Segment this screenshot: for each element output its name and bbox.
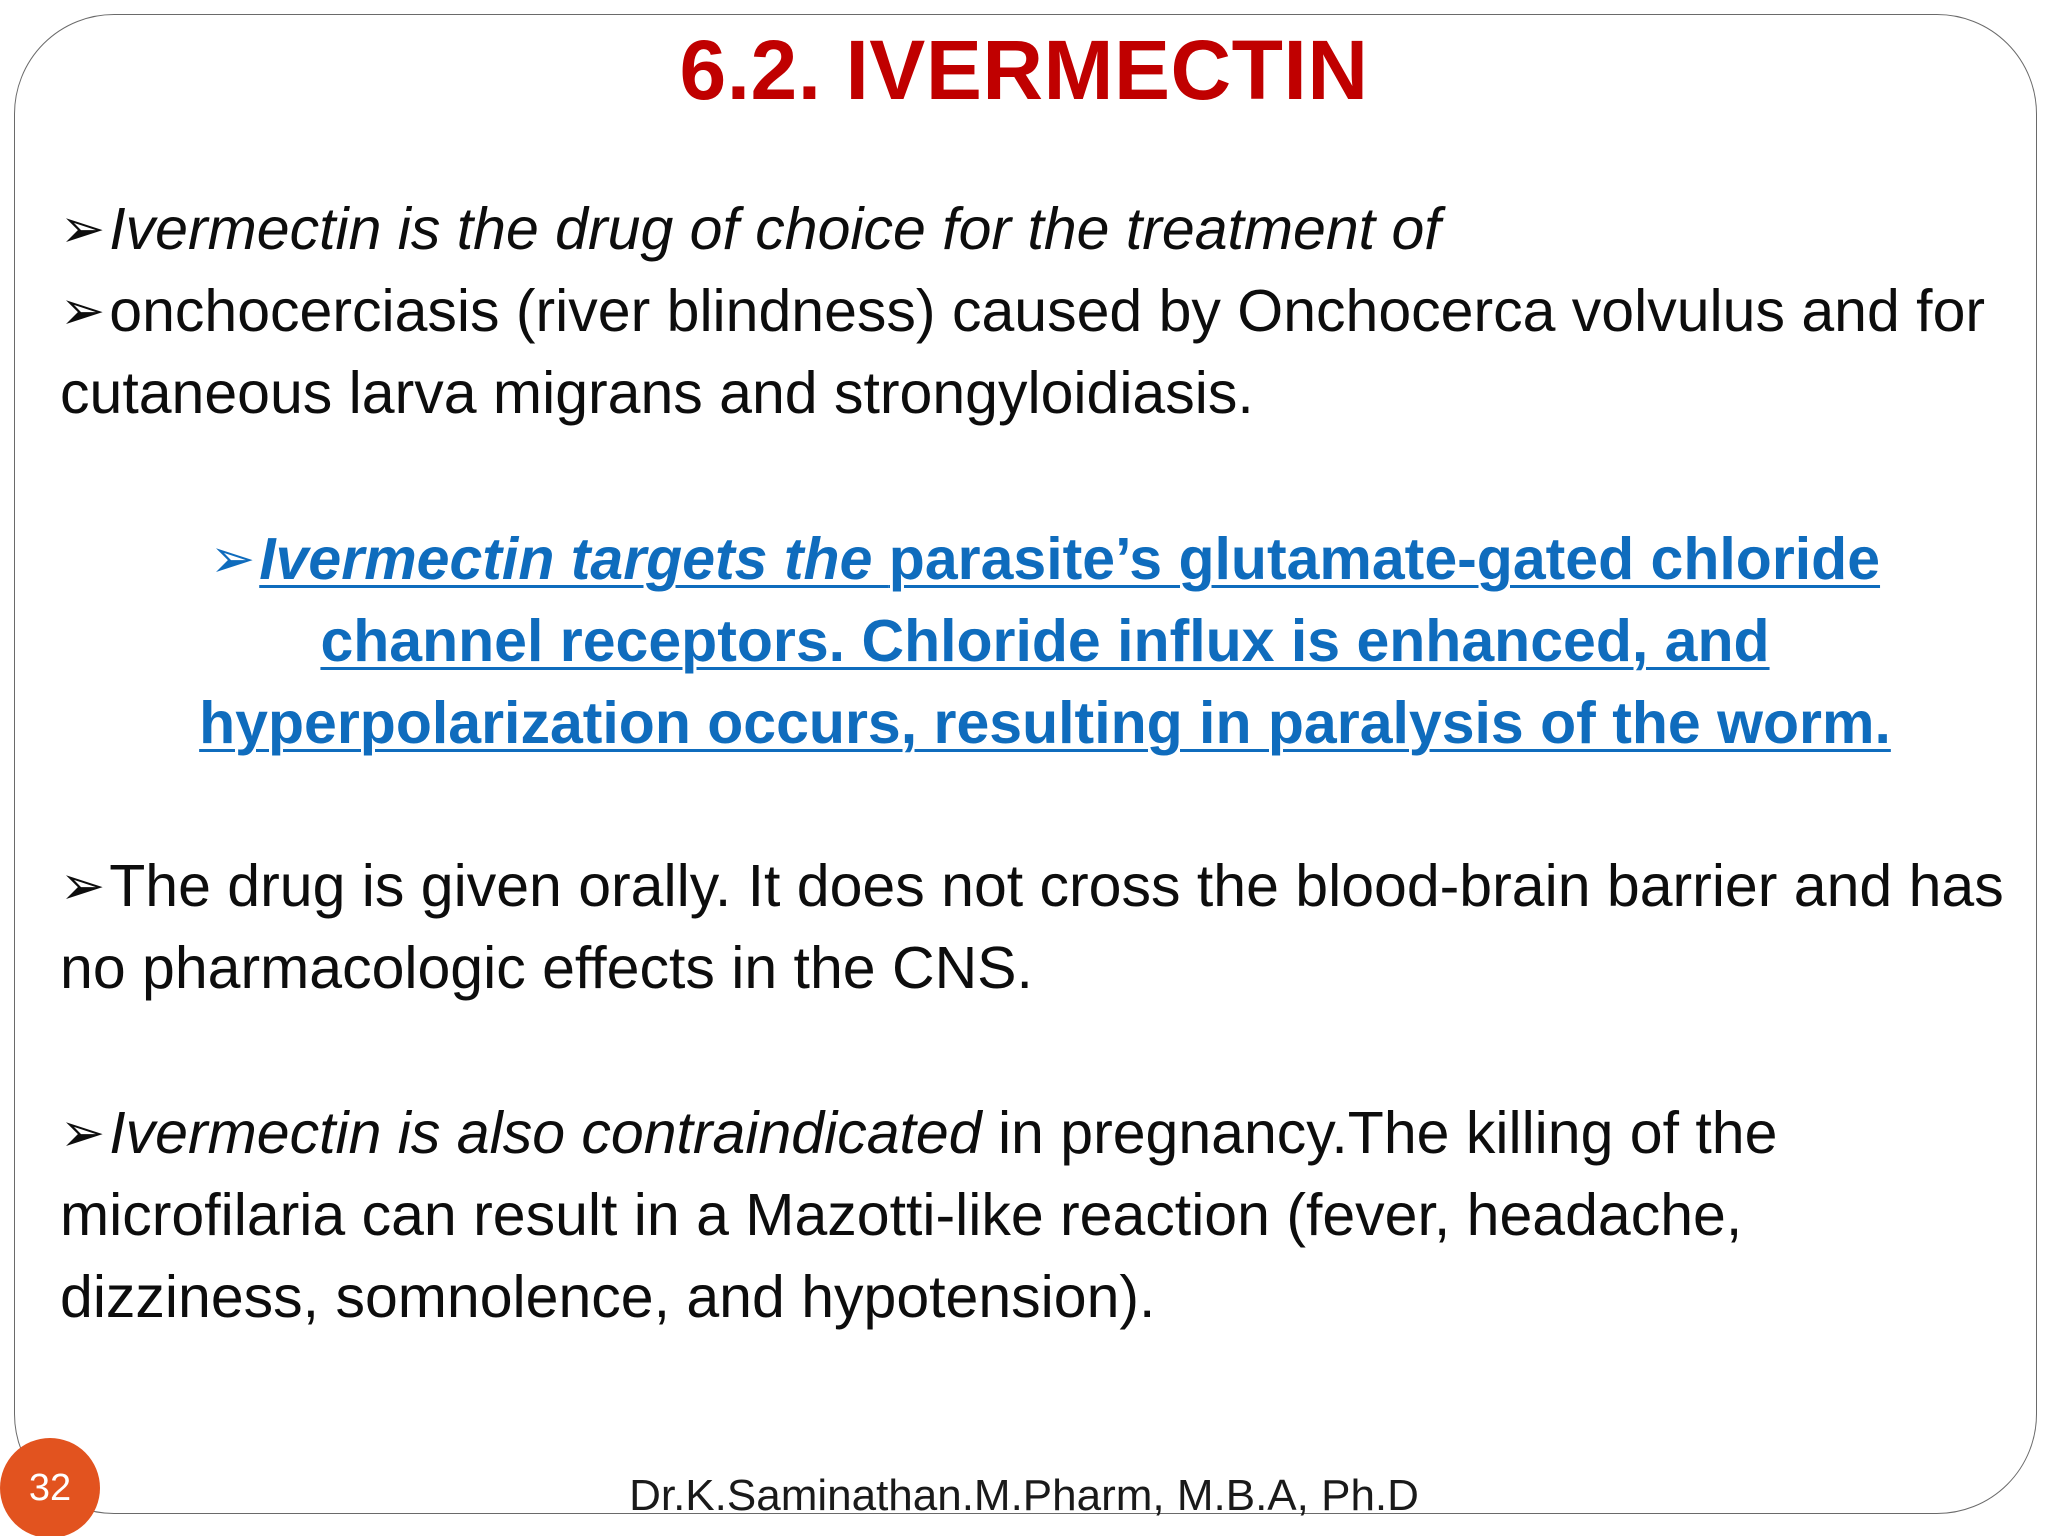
highlight-line-2-text: channel receptors. Chloride influx is enhanced, and: [320, 608, 1770, 674]
bullet-point-1: [60, 188, 2010, 270]
highlight-line-1: [120, 518, 1970, 600]
bullet-arrow-icon: ➢: [60, 281, 106, 341]
bullet-4-text: in pregnancy.The killing of the microfilaria can result in a Mazotti-like reaction (fever, headache, dizziness, somnolence, and hypotension).: [60, 1100, 1778, 1330]
bullet-2-text: onchocerciasis (river blindness) caused by Onchocerca volvulus and for cutaneous larva migrans and strongyloidiasis.: [60, 278, 1986, 426]
highlight-line-2: [120, 600, 1970, 682]
bullet-arrow-icon: ➢: [209, 529, 256, 589]
bullet-point-2: [60, 270, 2010, 434]
bullet-point-4: [60, 1092, 2010, 1338]
slide-title: 6.2. IVERMECTIN: [679, 23, 1369, 117]
author-footer: Dr.K.Saminathan.M.Pharm, M.B.A, Ph.D: [629, 1471, 1419, 1520]
bullet-point-3: [60, 845, 2010, 1009]
page-number-badge: 32: [0, 1438, 100, 1536]
bullet-4-italic: Ivermectin is also contraindicated: [109, 1100, 982, 1166]
highlight-italic-lead: Ivermectin targets the: [259, 526, 889, 592]
bullet-arrow-icon: ➢: [60, 1103, 106, 1163]
highlight-line-3-text: hyperpolarization occurs, resulting in paralysis of the worm.: [199, 690, 1891, 756]
highlight-line-1-rest: parasite’s glutamate-gated chloride: [888, 526, 1881, 592]
bullet-3-text: The drug is given orally. It does not cross the blood-brain barrier and has no pharmacologic effects in the CNS.: [60, 853, 2004, 1001]
highlight-line-3: [120, 682, 1970, 764]
bullet-arrow-icon: ➢: [60, 199, 106, 259]
bullet-arrow-icon: ➢: [60, 856, 106, 916]
bullet-1-text: Ivermectin is the drug of choice for the treatment of: [109, 196, 1441, 262]
mechanism-highlight: [120, 518, 1970, 764]
